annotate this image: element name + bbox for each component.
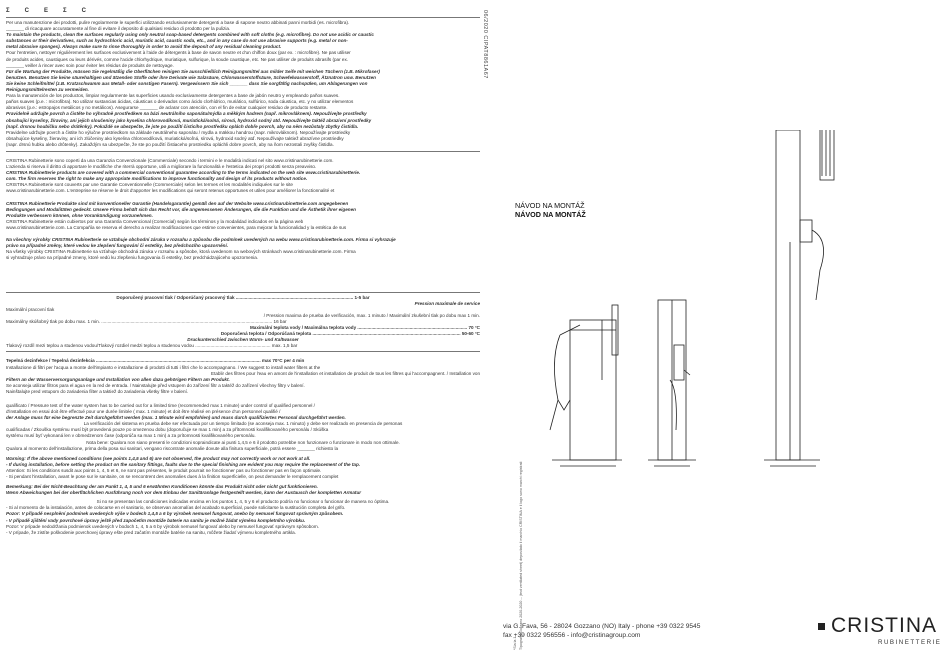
qualified-line: der Anlage muss für eine begrenzte Zeit durchgeführt werden (max. 1 Minute wird empfohlen) und muss durch qualifiziertes Personal durchgeführt werden. — [6, 415, 346, 421]
warranty-line: CRISTINA Rubinetterie sont couverts par une Garantie Conventionnelle (Commerciale) selon les termes et les modalités indiquées sur le site — [6, 182, 293, 188]
spec2-line: Nainštalujte pred vstupom do zariadenia filter a taktiež do zariadenia všetky filtre v balení. — [6, 388, 189, 394]
qualified-line: systému musí byť vykonaná len v obmedzenom čase (odporúča sa max 1 min) a za prítomnosti kvalifikovaného personálu. — [6, 433, 256, 439]
address-line-2: fax +39 0322 956556 - info@cristinagroup.com — [503, 632, 641, 639]
tab-5: C — [81, 8, 87, 14]
maintenance-line: Reinigungsmittelresten zu vermeiden. — [6, 87, 89, 93]
logo-wordmark: CRISTINA — [831, 614, 938, 637]
warranty-line: CRISTINA Rubinetterie Produkte sind mit konventioneller Garantie (Handelsgarantie) gemäß den auf der Website www.cristinarubinetterie.com angegebenen — [6, 200, 349, 206]
final-line: - V prípade, že zistíte poškodenie povrchovej úpravy ešte pred začatím montáže batérie na sanitu, môžete žiadať výmenu kompletného artikla. — [6, 529, 297, 535]
spec1-line: Maximálny skúšobný tlak po dobu max. 1 min. ...................................................................................................................................... 16 bar — [6, 318, 287, 324]
qualified-line: cualificadas / Zkouška systému musí být provedená pouze po omezenou dobu (doporučuje se max 1 min) a za přítomnosti kvalifikovaného personálu / Skúška — [6, 427, 329, 433]
spec2-line: Tepelná dezinfekce / Tepelná dezinfekcia ................................................................................................................................. max 70°C per 4 min — [6, 358, 305, 364]
maintenance-line: _______ veiller à rincer avec soin pour éviter les résidus de produits de nettoyage. — [6, 62, 174, 68]
manual-title-line-1: NÁVOD NA MONTÁŽ — [515, 201, 585, 210]
warranty-line: CRISTINA Rubinetterie están cubiertos por una Garantía Convencional (Comercial) según los términos y la modalidad indicados en la página web — [6, 218, 304, 224]
maintenance-line: obsahujúce kyseliny, žieraviny, ani ich zlúčeniny ako kyselina chlorovodíková, muriatická/soľná, sírová, hydroxid sodný atď. Nepoužívajte taktiež abrazívne prostriedky — [6, 135, 344, 141]
warranty-line: Na všetky výrobky CRISTINA Rubinetterie sa vzťahuje obchodná záruka v rozsahu a spôsobe, ktorá uvedenom na webových stránkach www.cristinarubinetterie.com. Firma — [6, 249, 356, 255]
maintenance-line: Für die Wartung der Produkte, müssen Sie regelmäßig die Oberflächen reinigen Sie ausschließlich Reinigungsmittel aus milder Seife mit weichen Tüchern (z.B. Mikrofaser) — [6, 68, 380, 74]
warranty-line: CRISTINA Rubinetterie products are covered with a commercial conventional guarantee according to the terms indicated on the web site www.cristinarubinetterie. — [6, 170, 361, 176]
maintenance-line: _______ di ricacquare accuratamente al fine di evitare il deposito di qualsiasi residuo di prodotto per la pulizia. — [6, 26, 231, 32]
warranty-line: si vyhradzuje právo na prípadné zmeny, ktoré vedú ku zlepšeniu fungovania či estetiky, bez predchádzajúceho upozornenia. — [6, 255, 259, 261]
warranty-section — [6, 158, 480, 262]
spec2-line: Se aconseja utilizar filtros para el agua en la red de entrada. / Nainstalujte před vstupem do zařízení filtr a taktéž do zařízení všechny filtry v balení. — [6, 382, 305, 388]
warning-section — [6, 456, 480, 480]
tab-2: C — [24, 8, 30, 14]
maintenance-line: obsahující kyseliny, žíraviny, ani jejich sloučeniny jako kyselina chlorovodíková, muriatická/solná, sírová, hydroxid sodný atd. Nepoužívejte taktéž abrazivní prostředky — [6, 117, 372, 123]
warranty-line: právo na případné změny, které vedou ke zlepšení fungování či estetiky, bez předchozího upozornění. — [6, 243, 228, 249]
spec2-line: Filtern an der Wasserversorgungsanlage und Installation von allen dazu gehörigen Filtern am Produkt. — [6, 376, 230, 382]
spec1-line: / Pression maxima de prueba de verificación, max. 1 minuto / Maximální zkušební tlak po dobu max 1 min. — [263, 312, 480, 318]
pressure-test-section — [6, 403, 480, 452]
final-notes-section — [6, 499, 480, 536]
language-tabs — [6, 8, 480, 16]
warranty-line: www.cristinarubinetterie.com. L'entreprise se réserve le droit d'apporter les modifications qui seront retenus opportunes et utiles pour améliorer la fonctionnalité et — [6, 188, 335, 194]
warranty-line: www.cristinarubinetterie.com. La Compañía se reserva el derecho a realizar modificaciones que estime convenientes, para mejorar la funcionalidad y la estética de sus — [6, 225, 347, 230]
bemerkung-line: Bemerkung: Bei der Nicht-Beachtung der am Punkt 1, 4, 5 und 6 erwähnten Konditionen könnte das Produkt nicht oder nicht gut funktionieren. — [6, 484, 318, 490]
qualified-line: Nota bene: Qualora non siano presenti le condizioni sopraindicate ai punti 1,4,5 e 6 il prodotto potrebbe non funzionare o funzionare in modo non ottimale. — [86, 439, 400, 445]
maintenance-line: substances or their derivatives, such as hydrochloric acid, muriatic acid, caustic soda, etc., and in any case do not use abrasive supports (e.g. metal or non- — [6, 38, 348, 44]
spec1-line: Tlakový rozdíl mezi teplou a studenou vodou/Tlakový rozdiel medzi teplou a studenou vodou ........................................................... max. 1,5 bar — [6, 343, 298, 349]
tab-4: Σ — [62, 8, 68, 14]
qualified-line: d'installation en essai doit être effectué pour une durée limitée ( max. 1 minute) et doit être réalisé en présence d'un personnel qualifié / — [6, 409, 281, 415]
qualified-line: qualificato / Pressure test of the water system has to be carried out for a limited time (recommended max 1 minute) under control of qualified personnel / — [6, 402, 315, 408]
spec1-line: Doporučená teplota / Odporúčaná teplota .................................................................................................................... 50-60 °C — [220, 331, 480, 337]
maintenance-line: Per una manutenzione dei prodotti, pulire regolarmente le superfici utilizzando esclusivamente detergenti a base di sapone neutro abbinati panni morbidi (es. microfibra). — [6, 20, 350, 25]
warning-line: Attention: Si les conditions susdit aux points 1, 4, 5 et 6, ne sont pas présentes, le produit pourrait ne fonctionner pas ou fonctionner pas en façon optimale. — [6, 467, 322, 473]
warning-line: - If during installation, before setting the product on the sanitary fittings, faults due to the special finishing are evident you may require the replacement of the tap. — [6, 461, 361, 467]
warranty-line: L'azienda si riserva il diritto di apportare le modifiche che riterrà opportune, utili a migliorare la funzionalità e l'estetica dei propri prodotti senza preavviso. — [6, 164, 317, 170]
qualified-line: Qualora al momento dell'installazione, prima della posa sui sanitari, vengano riscontrate anomalie dovute alla finitura superficiale, potrà essere _______ richiesto la — [6, 445, 339, 451]
document-code: 06/2020 CIPAT8861A67 — [482, 10, 488, 79]
legal-vertical-text: Tipografia Gozzano 2020-2020 -- (text ventilated sheet) depositato il marchio CRISTINA e il logo sono marchi registrati *Sia la 1. — [513, 461, 523, 650]
maintenance-line: de produits acides, caustiques ou leurs dérivés, comme l'acide chlorhydrique, muriatique, sulfurique, la soude caustique, etc. Ne pas utiliser de produits abrasifs (par ex. — [6, 56, 349, 62]
final-line: - Si al momento de la instalación, antes de colocarse en el sanitario, se observan anomalías del acabado superficial, puede solicitarse la sustitución completa del grifo. — [6, 505, 346, 511]
specifications-box — [6, 292, 480, 353]
cristina-logo — [818, 614, 941, 646]
maintenance-line: (např. drsnou houbičku nebo drátěnky). Pokaždé se ubezpečte, že jste po použití čisticího prostředku oplách dobře povrch, aby na něm nezůstaly zbytky čistidla. — [6, 123, 359, 129]
company-address — [503, 622, 700, 640]
maintenance-line: Sie keine Schleifmittel (z.B. Kratzschwamm aus Metall- oder sonstigen Fasern). Vergewissern Sie sich _______ dass Sie sorgfältig nachspülen, um Ablagerungen von — [6, 80, 368, 86]
maintenance-line: Pravidelně udržujte povrch a čistěte ho výhradně prostředkem na bázi neutrálního saponátu/mýdla a měkkým hadrem (např. mikrovláknem). Nepoužívejte prostředky — [6, 111, 367, 117]
tab-3: E — [43, 8, 49, 14]
final-line: - V případě zjištění vady povrchové úpravy ještě před započetím montáže baterie na sanitu je možné žádat výměnu kompletního výrobku. — [6, 517, 306, 523]
final-line: Pozor: V prípade nedodržania podmienok uvedených v bodoch 1, 4, 5 a 6 by výrobok nemusel fungovať alebo by nemusel fungovať správnym spôsobom. — [6, 523, 319, 529]
tab-1: Σ — [6, 8, 11, 14]
warranty-line: Bedingungen und Modalitäten gedeckt. Unsere Firma behält sich das Recht vor, die angemessenen Änderungen, die die Funktion und die Ästhetik ihrer eigenen — [6, 206, 356, 212]
maintenance-line: benutzen. Benutzen Sie keine säurehaltigen und ätzenden Stoffe oder ihre Derivate wie Salzsäure, Chlorwasserstoffsäure, Schwefelwasserstoff, Ätznatron usw. Benutzen — [6, 74, 376, 80]
warranty-line: Na všechny výrobky CRISTINA Rubinetterie se vztahuje obchodní záruka v rozsahu a způsobu dle podmínek uvedených na webu www.cristinarubinetterie.com. Firma si vyhrazuje — [6, 237, 396, 243]
maintenance-line: Para la manutención de los productos, limpiar regularmente las superficies usando exclusivamente detergentes a base de jabón neutro y empleando paños suaves. — [6, 93, 340, 99]
spec1-line: Maximální pracovní tlak — [6, 306, 55, 312]
logo-subtitle: RUBINETTERIE — [878, 639, 942, 646]
final-line: Pozor: V případě nesplnění podmínek uvedených výše v bodech 1,4,5 a 6 by výrobek nemusel fungovat, anebo by nemusel fungovat správným způsobem. — [6, 511, 344, 517]
maintenance-line: To maintain the products, clean the surfaces regularly using only neutral soap-based detergents combined with soft cloths (e.g. microfibre). Do not use acidic or caustic — [6, 32, 374, 38]
logo-square-icon — [818, 623, 825, 630]
bemerkung-line: Wenn Abweichungen bei der oberflächlichen Ausführung noch vor dem Einbau der Sanitäranlage festgestellt werden, kann der Austausch der kompletten Armatur — [6, 490, 362, 496]
maintenance-line: abrasivos (p.e.: estropajos metálicos y no metálicos). Asegurarse _______ de aclarar con atención, con el fin de evitar cualquier residuo de producto restante. — [6, 105, 328, 111]
warning-line: Warning: If the above mentioned conditions (see points 1,4,5 and 6) are not observed, the product may not correctly work or not work at all. — [6, 455, 311, 461]
spec1-line: Pression maximale de service — [414, 300, 480, 306]
warranty-line: com. The firm reserves the right to make any appropriate modifications to improve functionality and design of its products without notice. — [6, 176, 308, 182]
warning-line: - Si pendant l'installation, avant le pose sur le sanitaire, on se rencontrent des anomalies dues à la finition superficielle, on peut demander le remplacement complet — [6, 474, 339, 479]
spec2-line: Etablir des filtres pour l'eau en amont de l'installation et installation de produit de tous les filtres qui l'accompagnent. / Installation von — [211, 370, 480, 376]
faucet-side-view-body — [570, 320, 616, 460]
spec2-line: Installazione di filtri per l'acqua a monte dell'impianto e installazione di prodotti di tutti i filtri che lo accompagnano. / We suggest to install water filters at the — [6, 364, 321, 370]
maintenance-line: (napr. drsnú hubku alebo drôtenky). Zakaždým sa ubezpečte, že ste po použití čistiaceho prostriedku opláchli dobre povrch, aby na ňom nezostali zvyšky čistidla. — [6, 141, 334, 147]
warranty-line: Produkte verbessern können, ohne Vorankündigung vorzunehmen. — [6, 212, 153, 218]
disinfection-section — [6, 358, 480, 395]
final-line: Si no se presentan las condiciones indicadas encima en los puntos 1, 4, 5 y 6 el producto podría no funcionar o funcionar de manera no óptima. — [96, 499, 390, 505]
bemerkung-section — [6, 484, 480, 496]
spec1-line: Druckunterschied zwischen Warm- und Kaltwasser — [187, 337, 299, 343]
maintenance-line: paños suaves (p.e. : microfibra). No utilizar sustancias ácidas, cáusticas o derivados como ácido clorhídrico, muriático, sulfúrico, soda cáustica, etc. y no utilizar elementos — [6, 99, 354, 105]
maintenance-line: Pour l'entretien, nettoyer régulièrement les surfaces exclusivement à l'aide de détergents à base de savon neutre et d'un chiffon doux (par ex. : microfibre). Ne pas utiliser — [6, 50, 351, 56]
maintenance-section — [6, 20, 480, 148]
maintenance-line: metal abrasive sponges). Always make sure to rinse thoroughly in order to avoid the deposit of any residual cleaning product. — [6, 44, 282, 50]
qualified-line: La verificación del sistema en prueba debe ser efectuada por un tiempo limitado (se aconseja max. 1 minuto) y debe ser realizado en presencia de personas — [83, 421, 403, 427]
left-text-column — [6, 8, 480, 660]
maintenance-line: Pravidelne udržujte povrch a čistite ho výlučne prostriedkom na základe neutrálneho saponátu / mydla a mäkkou handrou (napr. mikrovláknom). Nepoužívajte prostriedky — [6, 129, 351, 135]
spec1-line: Maximální teplota vody / Maximálna teplota vody ...................................................................................... 70 °C — [249, 325, 480, 331]
faucet-column — [776, 130, 800, 460]
spec1-line: Doporučený pracovní tlak / Odporúčaný pracovný tlak ............................................................................................ 1-5 bar — [116, 294, 370, 300]
faucet-technical-drawing — [520, 130, 920, 470]
warranty-line: CRISTINA Rubinetterie sono coperti da una Garanzia Convenzionale (Commerciale) secondo i termini e le modalità indicati nel sito www.cristinarubinetterie.com. — [6, 157, 334, 163]
address-line-1: via G. Fava, 56 - 28024 Gozzano (NO) Italy - phone +39 0322 9545 — [503, 623, 701, 630]
manual-title-line-2: NÁVOD NA MONTÁŽ — [515, 210, 586, 219]
